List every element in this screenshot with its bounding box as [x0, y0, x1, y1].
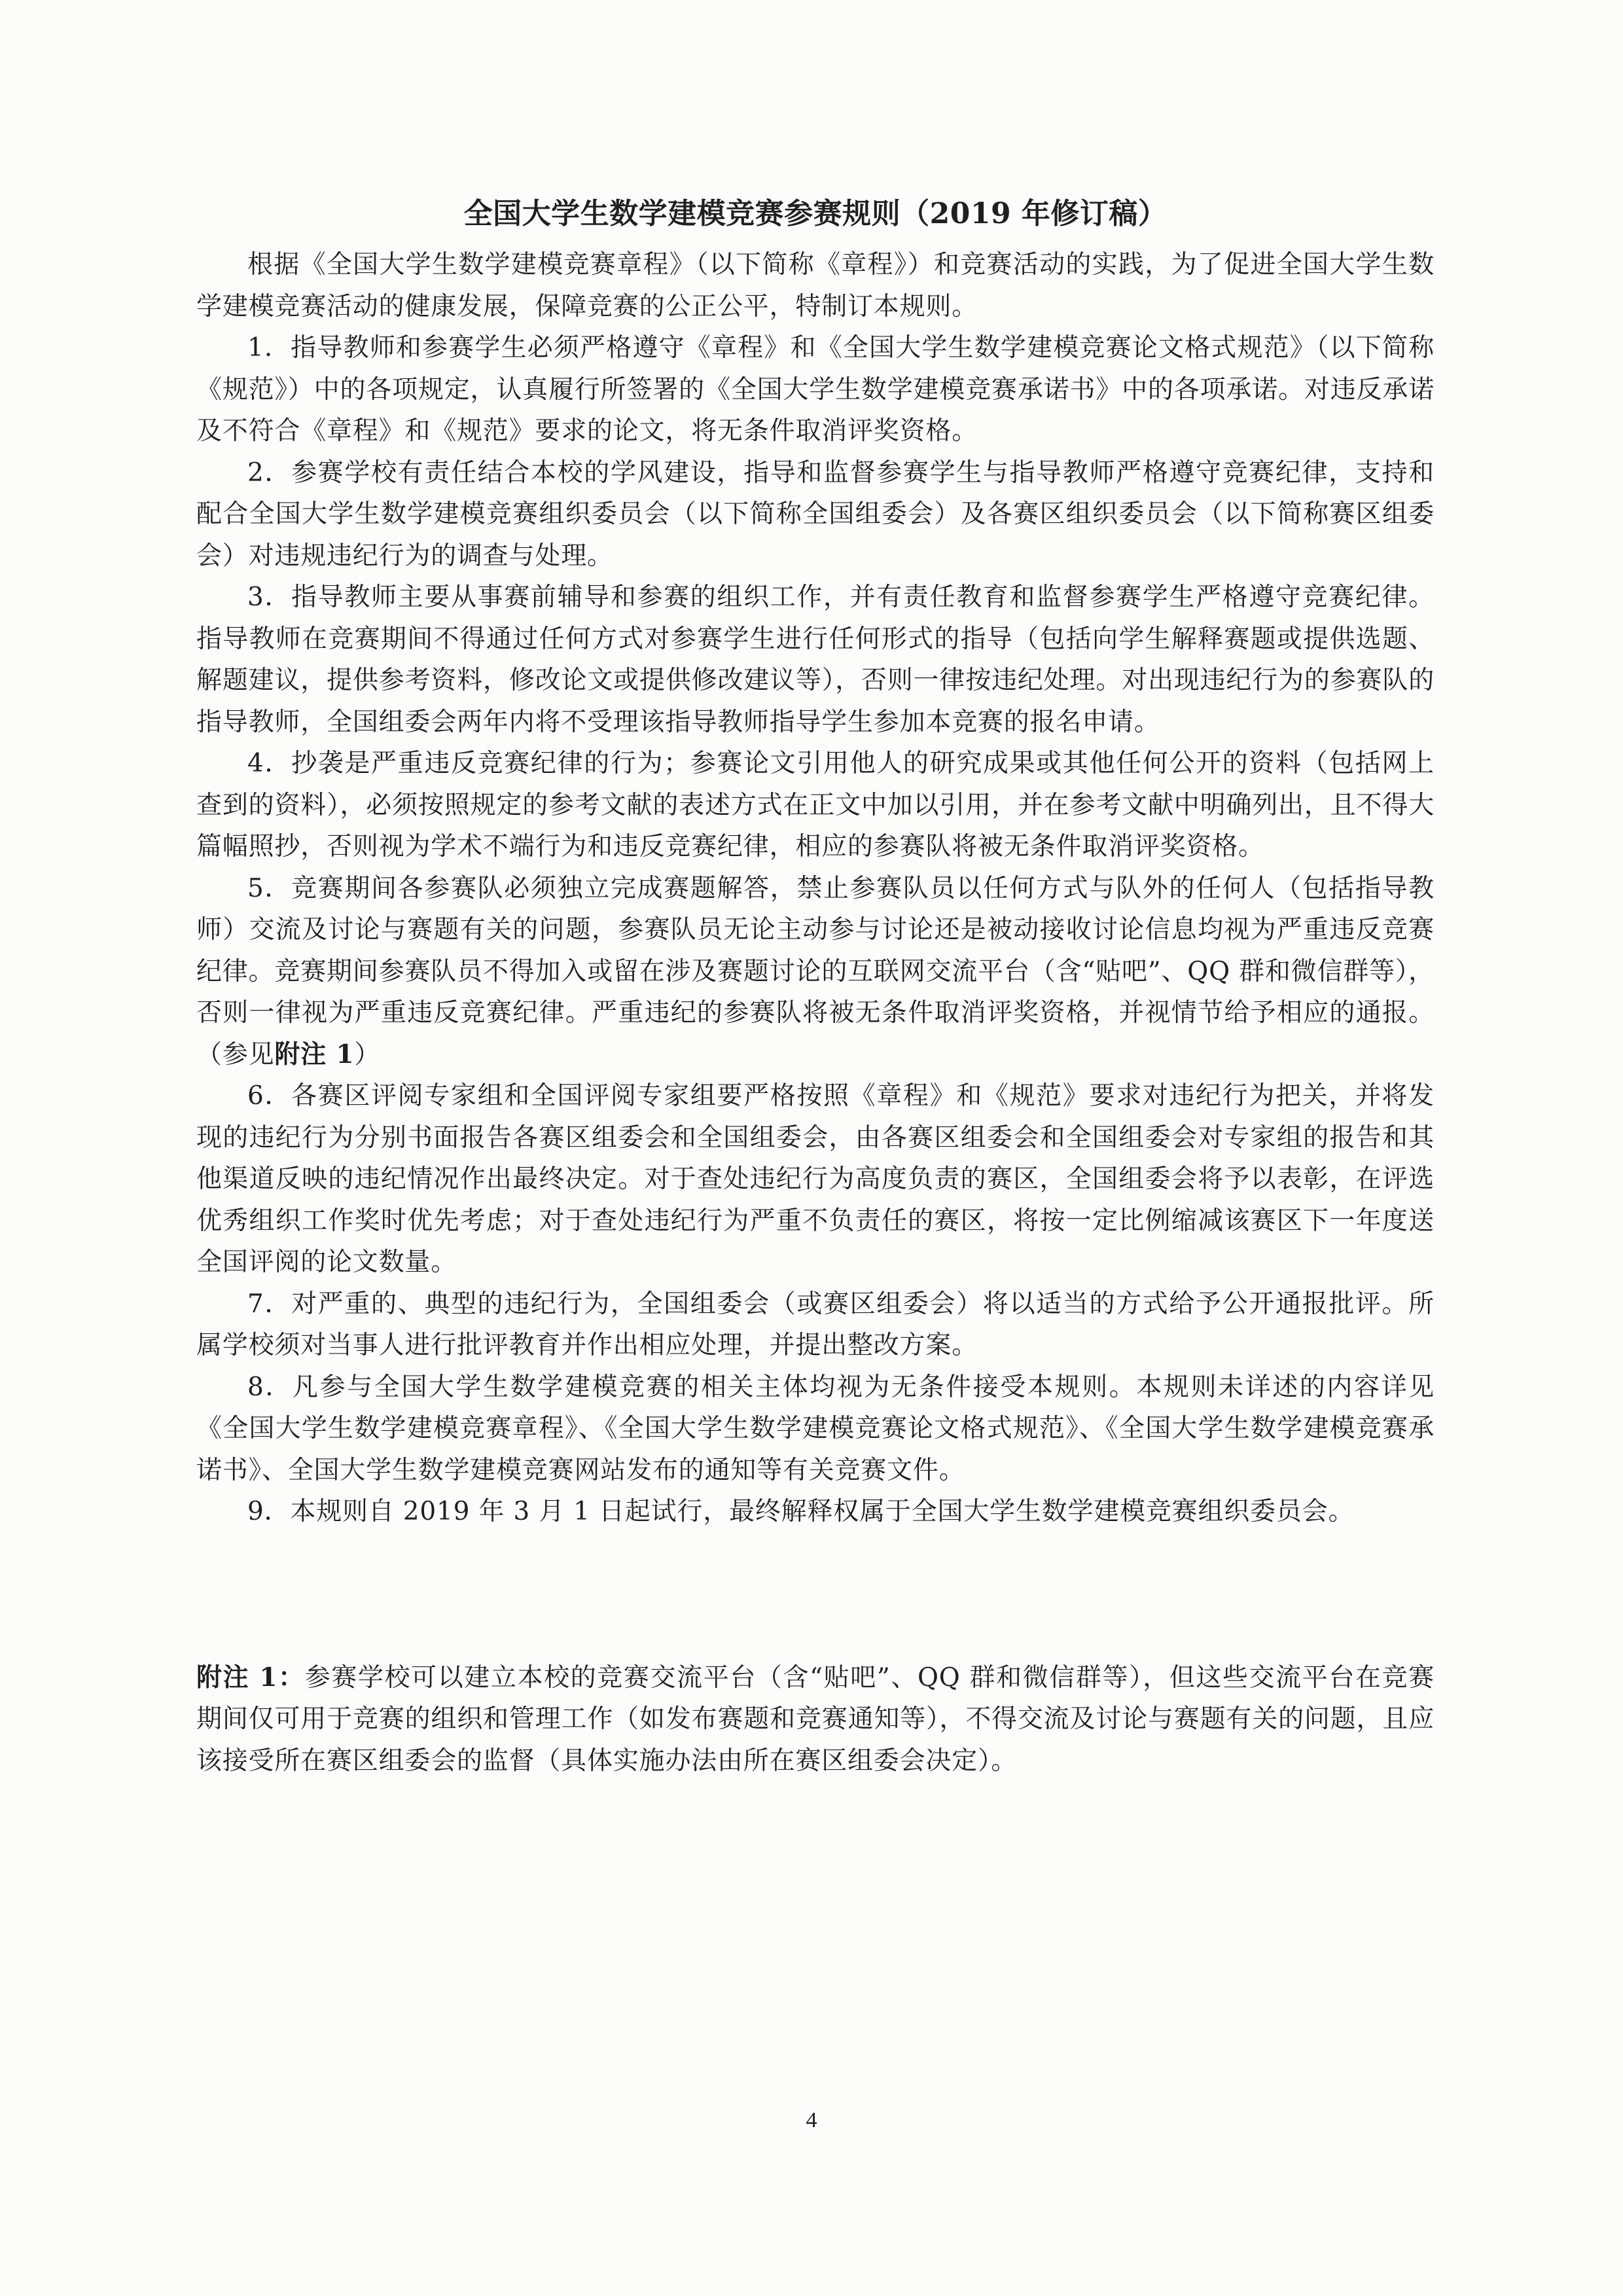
rule-2: 2．参赛学校有责任结合本校的学风建设，指导和监督参赛学生与指导教师严格遵守竞赛纪律，支持和配合全国大学生数学建模竞赛组织委员会（以下简称全国组委会）及各赛区组织委员会（以下简称赛区组委会）对违规违纪行为的调查与处理。 [196, 457, 1435, 571]
rule-9: 9．本规则自 2019 年 3 月 1 日起试行，最终解释权属于全国大学生数学建模竞赛组织委员会。 [247, 1497, 1355, 1526]
rule-5-closing-parenthesis: ） [354, 1039, 381, 1069]
document-body [196, 193, 1435, 1782]
footnote-label: 附注 1： [196, 1662, 305, 1693]
rule-8: 8．凡参与全国大学生数学建模竞赛的相关主体均视为无条件接受本规则。本规则未详述的内容详见《全国大学生数学建模竞赛章程》、《全国大学生数学建模竞赛论文格式规范》、《全国大学生数学建模竞赛承诺书》、全国大学生数学建模竞赛网站发布的通知等有关竞赛文件。 [196, 1372, 1435, 1485]
rule-5-note-reference: 附注 1 [274, 1039, 355, 1069]
rule-5-text: 5．竞赛期间各参赛队必须独立完成赛题解答，禁止参赛队员以任何方式与队外的任何人（包括指导教师）交流及讨论与赛题有关的问题，参赛队员无论主动参与讨论还是被动接收讨论信息均视为严重违反竞赛纪律。竞赛期间参赛队员不得加入或留在涉及赛题讨论的互联网交流平台（含“贴吧”、QQ 群和微信群等），否则一律视为严重违反竞赛纪律。严重违纪的参赛队将被无条件取消评奖资格，并视情节给予相应的通报。（参见 [196, 873, 1435, 1069]
document-title: 全国大学生数学建模竞赛参赛规则（2019 年修订稿） [463, 197, 1168, 230]
rule-6: 6．各赛区评阅专家组和全国评阅专家组要严格按照《章程》和《规范》要求对违纪行为把关，并将发现的违纪行为分别书面报告各赛区组委会和全国组委会，由各赛区组委会和全国组委会对专家组的报告和其他渠道反映的违纪情况作出最终决定。对于查处违纪行为高度负责的赛区，全国组委会将予以表彰，在评选优秀组织工作奖时优先考虑；对于查处违纪行为严重不负责任的赛区，将按一定比例缩减该赛区下一年度送全国评阅的论文数量。 [196, 1081, 1435, 1277]
footnote-text: 参赛学校可以建立本校的竞赛交流平台（含“贴吧”、QQ 群和微信群等），但这些交流平台在竞赛期间仅可用于竞赛的组织和管理工作（如发布赛题和竞赛通知等），不得交流及讨论与赛题有关的问题，且应该接受所在赛区组委会的监督（具体实施办法由所在赛区组委会决定）。 [196, 1662, 1435, 1776]
rule-5 [196, 868, 1435, 1076]
rule-4: 4．抄袭是严重违反竞赛纪律的行为；参赛论文引用他人的研究成果或其他任何公开的资料（包括网上查到的资料），必须按照规定的参考文献的表述方式在正文中加以引用，并在参考文献中明确列出，且不得大篇幅照抄，否则视为学术不端行为和违反竞赛纪律，相应的参赛队将被无条件取消评奖资格。 [196, 749, 1435, 861]
footnote-block [196, 1657, 1435, 1782]
rule-7: 7．对严重的、典型的违纪行为，全国组委会（或赛区组委会）将以适当的方式给予公开通报批评。所属学校须对当事人进行批评教育并作出相应处理，并提出整改方案。 [196, 1289, 1435, 1360]
footnote-1 [196, 1657, 1435, 1782]
intro-paragraph: 根据《全国大学生数学建模竞赛章程》（以下简称《章程》）和竞赛活动的实践，为了促进全国大学生数学建模竞赛活动的健康发展，保障竞赛的公正公平，特制订本规则。 [196, 250, 1435, 321]
page-number: 4 [806, 2108, 817, 2132]
rule-1: 1．指导教师和参赛学生必须严格遵守《章程》和《全国大学生数学建模竞赛论文格式规范》（以下简称《规范》）中的各项规定，认真履行所签署的《全国大学生数学建模竞赛承诺书》中的各项承诺。对违反承诺及不符合《章程》和《规范》要求的论文，将无条件取消评奖资格。 [196, 333, 1435, 446]
rule-3: 3．指导教师主要从事赛前辅导和参赛的组织工作，并有责任教育和监督参赛学生严格遵守竞赛纪律。指导教师在竞赛期间不得通过任何方式对参赛学生进行任何形式的指导（包括向学生解释赛题或提供选题、解题建议，提供参考资料，修改论文或提供修改建议等），否则一律按违纪处理。对出现违纪行为的参赛队的指导教师，全国组委会两年内将不受理该指导教师指导学生参加本竞赛的报名申请。 [196, 583, 1435, 737]
